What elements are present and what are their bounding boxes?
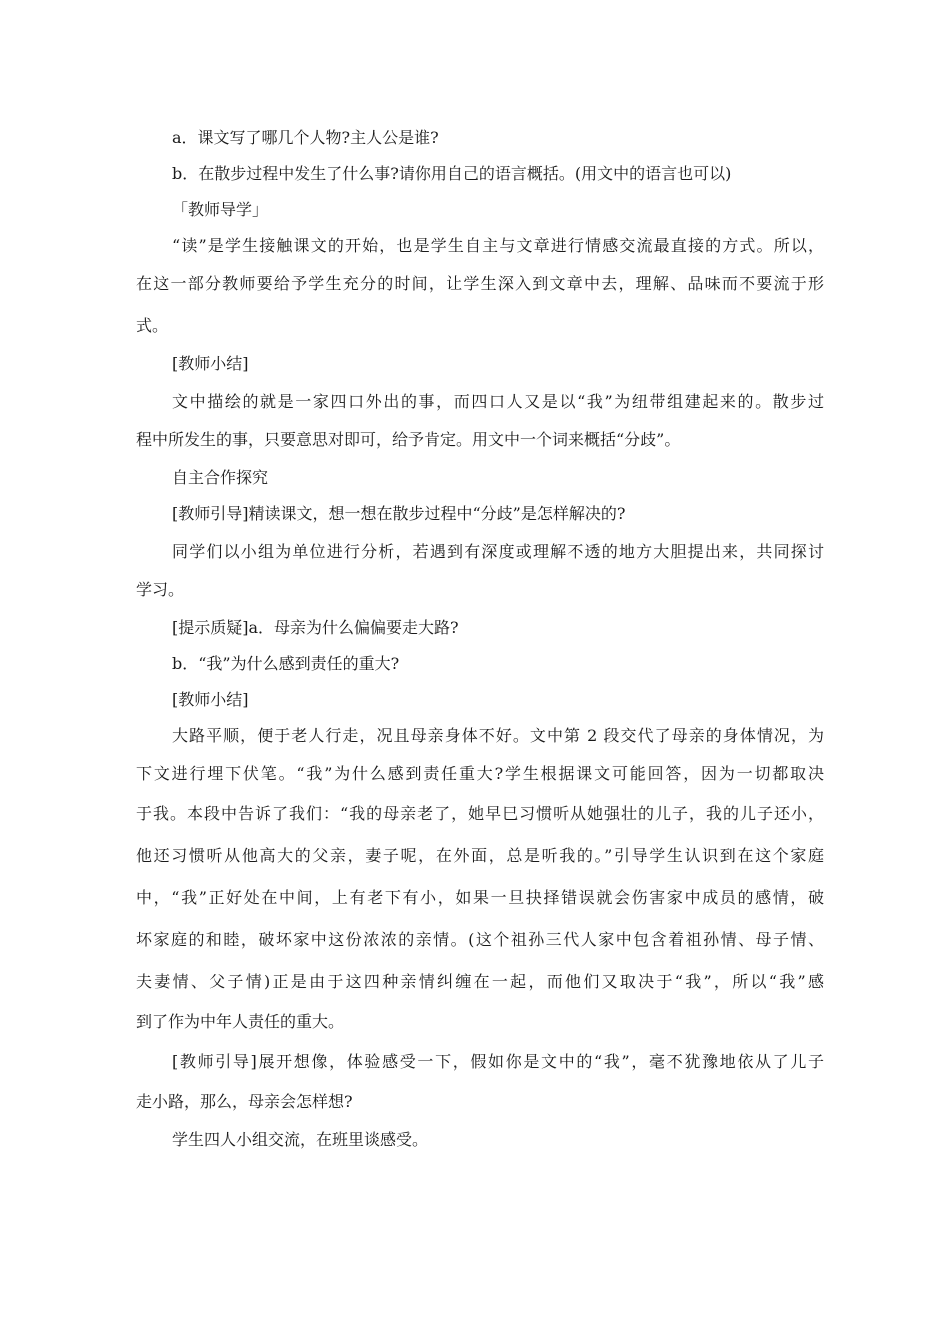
paragraph-line: 在这一部分教师要给予学生充分的时间，让学生深入到文章中去，理解、品味而不要流于形 bbox=[136, 274, 824, 293]
paragraph-line: 下文进行埋下伏笔。“我”为什么感到责任重大?学生根据课文可能回答，因为一切都取决 bbox=[136, 764, 824, 783]
paragraph-line: 夫妻情、父子情)正是由于这四种亲情纠缠在一起，而他们又取决于“我”，所以“我”感 bbox=[136, 972, 824, 991]
section-heading-teacher-summary: [教师小结] bbox=[172, 354, 249, 373]
question-b: b．在散步过程中发生了什么事?请你用自己的语言概括。(用文中的语言也可以) bbox=[172, 164, 732, 183]
paragraph-line: 中，“我”正好处在中间，上有老下有小，如果一旦抉择错误就会伤害家中成员的感情，破 bbox=[136, 888, 824, 907]
paragraph-line: 文中描绘的就是一家四口外出的事，而四口人又是以“我”为纽带组建起来的。散步过 bbox=[172, 392, 824, 411]
paragraph-line: [教师引导]展开想像，体验感受一下，假如你是文中的“我”，毫不犹豫地依从了儿子 bbox=[172, 1052, 824, 1071]
paragraph-line: 式。 bbox=[136, 316, 169, 335]
paragraph-line: 程中所发生的事，只要意思对即可，给予肯定。用文中一个词来概括“分歧”。 bbox=[136, 430, 681, 449]
paragraph-line: 大路平顺，便于老人行走，况且母亲身体不好。文中第 2 段交代了母亲的身体情况，为 bbox=[172, 726, 824, 745]
section-heading-inquiry: 自主合作探究 bbox=[172, 468, 269, 487]
prompt-question-b: b．“我”为什么感到责任的重大? bbox=[172, 654, 400, 673]
paragraph-line: 到了作为中年人责任的重大。 bbox=[136, 1012, 345, 1031]
section-heading-teacher-summary: [教师小结] bbox=[172, 690, 249, 709]
paragraph-line: “读”是学生接触课文的开始，也是学生自主与文章进行情感交流最直接的方式。所以， bbox=[172, 236, 824, 255]
prompt-question-a: [提示质疑]a．母亲为什么偏偏要走大路? bbox=[172, 618, 459, 637]
paragraph-line: 走小路，那么，母亲会怎样想? bbox=[136, 1092, 353, 1111]
paragraph-line: 他还习惯听从他高大的父亲，妻子呢，在外面，总是听我的。”引导学生认识到在这个家庭 bbox=[136, 846, 824, 865]
paragraph-line: 学习。 bbox=[136, 580, 185, 599]
question-a: a．课文写了哪几个人物?主人公是谁? bbox=[172, 128, 439, 147]
paragraph-line: 坏家庭的和睦，破坏家中这份浓浓的亲情。(这个祖孙三代人家中包含着祖孙情、母子情、 bbox=[136, 930, 824, 949]
section-heading-teacher-guide: 「教师导学」 bbox=[172, 200, 269, 219]
paragraph-line: 于我。本段中告诉了我们：“我的母亲老了，她早巳习惯听从她强壮的儿子，我的儿子还小， bbox=[136, 804, 824, 823]
paragraph-line: 学生四人小组交流，在班里谈感受。 bbox=[172, 1130, 429, 1149]
paragraph-line: [教师引导]精读课文，想一想在散步过程中“分歧”是怎样解决的? bbox=[172, 504, 626, 523]
paragraph-line: 同学们以小组为单位进行分析，若遇到有深度或理解不透的地方大胆提出来，共同探讨 bbox=[172, 542, 824, 561]
